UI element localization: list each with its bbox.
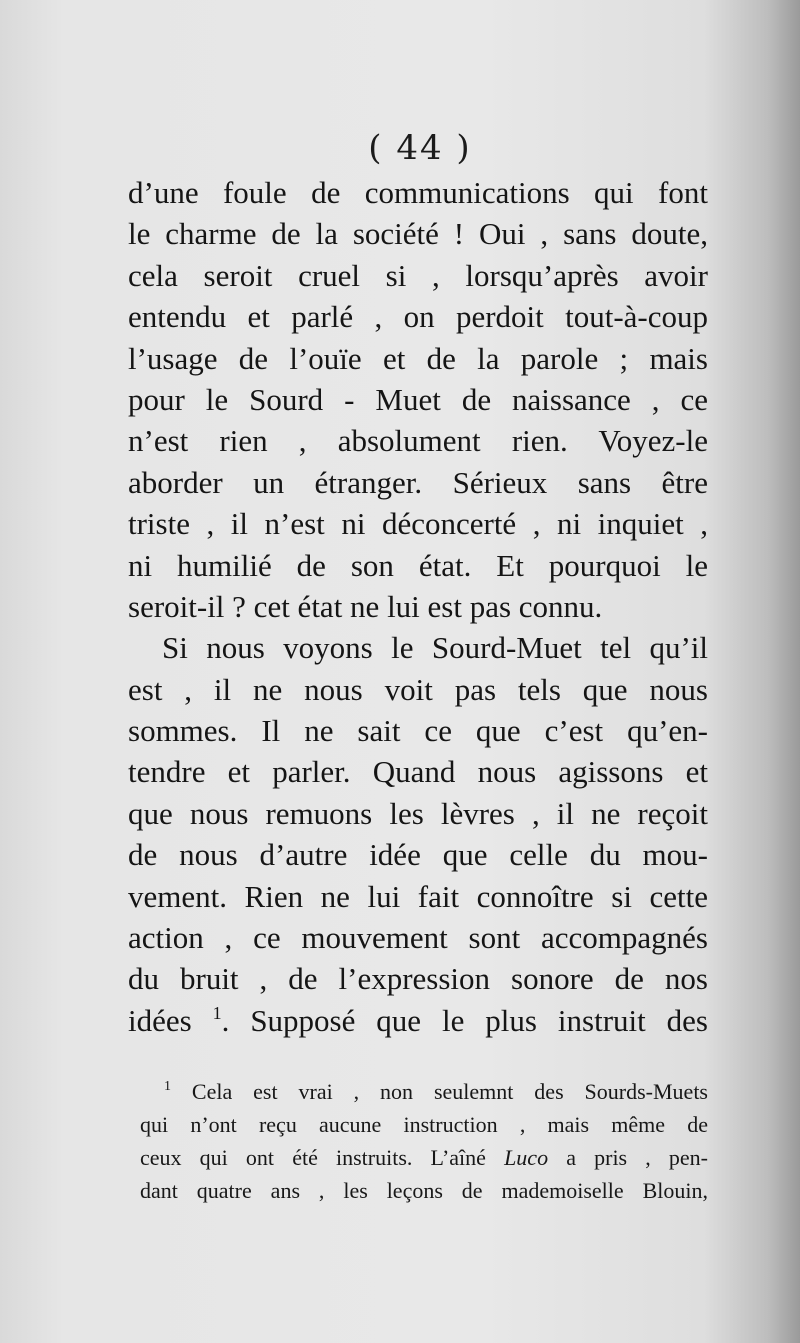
- footnote-line: [140, 1141, 708, 1174]
- text-line: pour le Sourd - Muet de naissance , ce: [128, 381, 708, 417]
- footnote-line: [140, 1075, 708, 1108]
- text-line: vement. Rien ne lui fait connoître si cette: [128, 878, 708, 914]
- paragraph-start-line: Si nous voyons le Sourd-Muet tel qu’il: [162, 630, 708, 666]
- footnote-line: dant quatre ans , les leçons de mademoiselle Blouin,: [140, 1178, 708, 1203]
- footnote-text: Cela est vrai , non seulemnt des Sourds-Muets: [191, 1079, 708, 1104]
- text-line: que nous remuons les lèvres , il ne reçoit: [128, 795, 708, 831]
- last-line-end: . Supposé que le plus instruit des: [221, 1002, 708, 1038]
- main-text: [128, 172, 708, 1041]
- footnote-marker: 1: [164, 1079, 171, 1094]
- text-line: est , il ne nous voit pas tels que nous: [128, 671, 708, 707]
- text-line: seroit-il ? cet état ne lui est pas connu.: [128, 588, 603, 624]
- text-line: le charme de la société ! Oui , sans doute,: [128, 216, 708, 252]
- text-line: n’est rien , absolument rien. Voyez-le: [128, 423, 708, 459]
- text-line: entendu et parlé , on perdoit tout-à-coup: [128, 299, 708, 335]
- text-line: tendre et parler. Quand nous agissons et: [128, 754, 708, 790]
- text-line-with-note-ref: [128, 1000, 708, 1041]
- text-line: du bruit , de l’expression sonore de nos: [128, 961, 708, 997]
- footnote: [140, 1075, 708, 1207]
- text-line: sommes. Il ne sait ce que c’est qu’en-: [128, 713, 708, 749]
- footnote-line: qui n’ont reçu aucune instruction , mais même de: [140, 1112, 708, 1137]
- text-line: action , ce mouvement sont accompagnés: [128, 920, 708, 956]
- footnote-reference: 1: [212, 1002, 222, 1023]
- footnote-italic-name: Luco: [504, 1145, 549, 1170]
- text-line: d’une foule de communications qui font: [128, 175, 708, 210]
- text-line: triste , il n’est ni déconcerté , ni inquiet ,: [128, 506, 708, 542]
- text-line: de nous d’autre idée que celle du mou-: [128, 837, 708, 873]
- text-line: cela seroit cruel si , lorsqu’après avoir: [128, 257, 708, 293]
- text-line: ni humilié de son état. Et pourquoi le: [128, 547, 708, 583]
- text-line: aborder un étranger. Sérieux sans être: [128, 464, 708, 500]
- page-number: ( 44 ): [368, 128, 472, 168]
- footnote-text: ceux qui ont été instruits. L’aîné: [140, 1145, 505, 1170]
- text-line: l’usage de l’ouïe et de la parole ; mais: [128, 340, 708, 376]
- last-line-start: idées: [128, 1002, 192, 1038]
- footnote-text: a pris , pen-: [548, 1145, 708, 1170]
